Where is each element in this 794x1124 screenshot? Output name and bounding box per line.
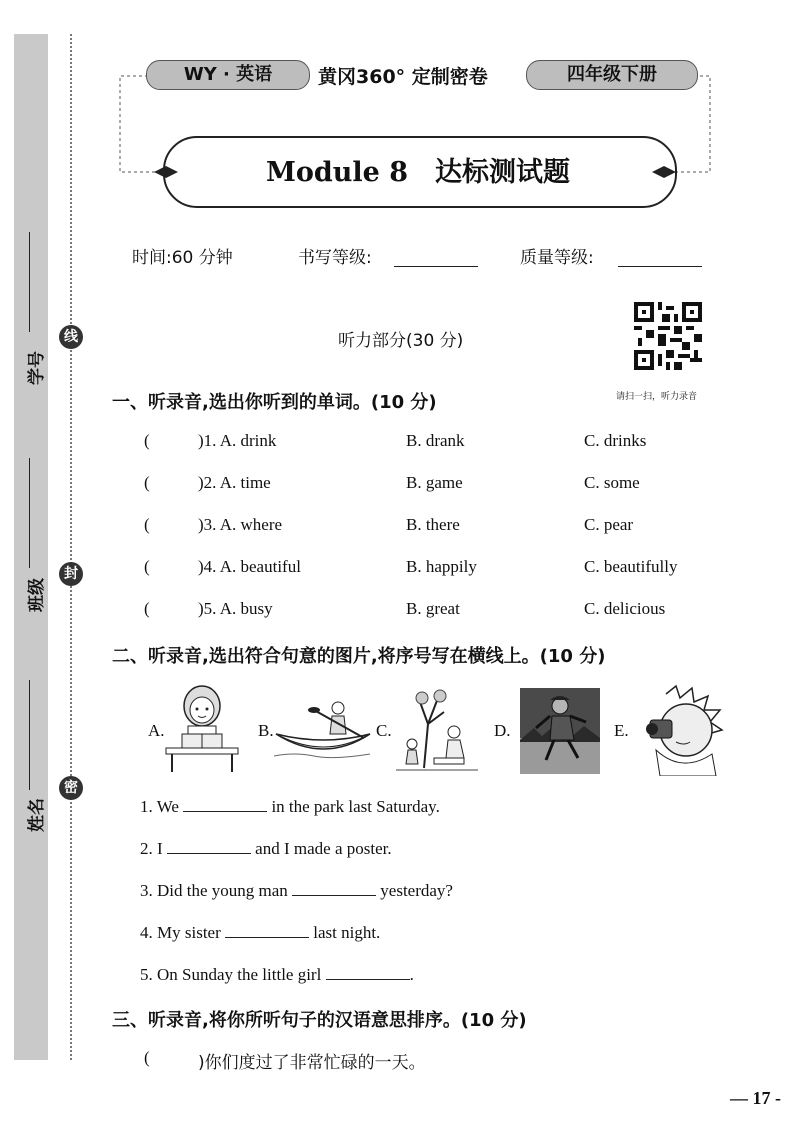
class-line	[29, 458, 30, 568]
page-title: Module 8 达标测试题	[265, 157, 571, 188]
sentence-text: yesterday?	[380, 881, 453, 900]
sentence-text: and I made a poster.	[255, 839, 392, 858]
class-label: 班级	[27, 578, 47, 612]
sentence-text: 3. Did the young man	[140, 881, 288, 900]
picture-label-d: D.	[494, 721, 511, 740]
option-c: C. beautifully	[584, 557, 678, 576]
answer-bracket[interactable]: (	[144, 473, 150, 492]
quality-grade-blank[interactable]	[618, 266, 702, 267]
seal-secret: 密	[59, 776, 83, 800]
picture-label-a: A.	[148, 721, 165, 740]
binding-margin	[14, 34, 48, 1060]
option-b: B. there	[406, 515, 460, 534]
sentence-2	[140, 839, 392, 859]
name-label: 姓名	[27, 798, 47, 832]
sentence-4	[140, 923, 380, 943]
sentence-text: 4. My sister	[140, 923, 221, 942]
section3-title: 三、听录音,将你所听句子的汉语意思排序。(10 分)	[112, 1010, 527, 1031]
sentence-text: in the park last Saturday.	[271, 797, 440, 816]
picture-label-b: B.	[258, 721, 274, 740]
answer-bracket[interactable]: (	[144, 557, 150, 576]
section1-title: 一、听录音,选出你听到的单词。(10 分)	[112, 392, 437, 413]
picture-label-c: C.	[376, 721, 392, 740]
name-line	[29, 680, 30, 790]
cut-line	[70, 34, 72, 1060]
writing-grade-label: 书写等级:	[298, 248, 372, 268]
skating-picture	[520, 688, 600, 774]
section3-item: )你们度过了非常忙碌的一天。	[198, 1053, 426, 1073]
sentence-3	[140, 881, 453, 901]
sentence-text: 2. I	[140, 839, 163, 858]
answer-blank[interactable]	[183, 811, 267, 812]
listening-part-title: 听力部分(30 分)	[338, 331, 464, 351]
option-a: )2. A. time	[198, 473, 271, 492]
option-c: C. some	[584, 473, 640, 492]
picture-label-e: E.	[614, 721, 629, 740]
qr-code-icon[interactable]	[634, 302, 702, 370]
section2-title: 二、听录音,选出符合句意的图片,将序号写在横线上。(10 分)	[112, 646, 606, 667]
answer-blank[interactable]	[326, 979, 410, 980]
option-b: B. game	[406, 473, 463, 492]
page-number: — 17 -	[730, 1088, 781, 1108]
sentence-text: 5. On Sunday the little girl	[140, 965, 322, 984]
option-c: C. delicious	[584, 599, 666, 618]
answer-blank[interactable]	[225, 937, 309, 938]
option-a: )1. A. drink	[198, 431, 277, 450]
sentence-text: .	[409, 965, 414, 984]
option-b: B. drank	[406, 431, 465, 450]
quality-grade-label: 质量等级:	[520, 248, 594, 268]
option-b: B. happily	[406, 557, 477, 576]
seal-line: 线	[59, 325, 83, 349]
camera-boy-picture	[636, 684, 724, 776]
qr-caption: 请扫一扫，听力录音	[616, 392, 698, 402]
sentence-text: 1. We	[140, 797, 179, 816]
option-c: C. pear	[584, 515, 634, 534]
park-picnic-picture	[394, 688, 480, 774]
option-a: )3. A. where	[198, 515, 283, 534]
answer-blank[interactable]	[167, 853, 251, 854]
reading-girl-picture	[164, 682, 240, 774]
sentence-5	[140, 965, 414, 985]
writing-grade-blank[interactable]	[394, 266, 478, 267]
option-c: C. drinks	[584, 431, 647, 450]
answer-blank[interactable]	[292, 895, 376, 896]
time-info: 时间:60 分钟	[132, 248, 233, 268]
student-id-label: 学号	[27, 351, 47, 385]
series-name: 黄冈360° 定制密卷	[318, 66, 488, 88]
answer-bracket[interactable]: (	[144, 515, 150, 534]
answer-bracket[interactable]: (	[144, 1048, 150, 1067]
sentence-text: last night.	[313, 923, 381, 942]
option-b: B. great	[406, 599, 460, 618]
grade-badge: 四年级下册	[526, 60, 698, 90]
boating-picture	[274, 694, 372, 764]
answer-bracket[interactable]: (	[144, 431, 150, 450]
seal-seal: 封	[59, 562, 83, 586]
option-a: )5. A. busy	[198, 599, 273, 618]
answer-bracket[interactable]: (	[144, 599, 150, 618]
option-a: )4. A. beautiful	[198, 557, 301, 576]
sentence-1	[140, 797, 440, 817]
student-id-line	[29, 232, 30, 332]
subject-badge: WY · 英语	[146, 60, 310, 90]
